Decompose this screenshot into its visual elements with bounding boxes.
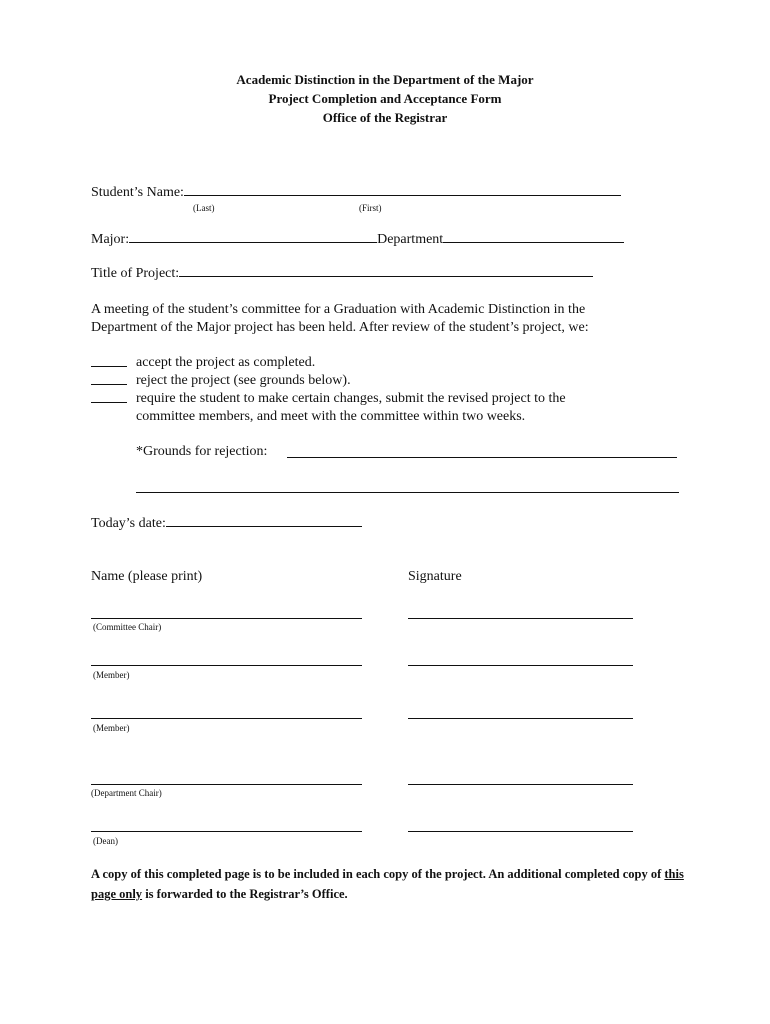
project-title-row xyxy=(91,264,593,283)
form-office: Office of the Registrar xyxy=(322,110,448,125)
option-accept xyxy=(91,354,315,372)
signature-column-header: Signature xyxy=(408,569,462,584)
option-revise-blank[interactable] xyxy=(91,390,127,403)
option-accept-blank[interactable] xyxy=(91,354,127,367)
major-field[interactable] xyxy=(129,230,377,243)
form-subtitle: Project Completion and Acceptance Form xyxy=(268,91,502,106)
option-accept-text: accept the project as completed. xyxy=(136,355,316,370)
option-reject-text: reject the project (see grounds below). xyxy=(136,373,351,388)
department-label: Department xyxy=(377,232,444,247)
project-title-field[interactable] xyxy=(179,264,593,277)
option-revise-text: require the student to make certain changes, submit the revised project to the xyxy=(136,391,566,406)
department-chair-signature-line[interactable] xyxy=(408,784,633,785)
date-label: Today’s date: xyxy=(91,516,166,531)
department-field[interactable] xyxy=(443,230,624,243)
grounds-field-line-2[interactable] xyxy=(136,492,679,493)
grounds-label: *Grounds for rejection: xyxy=(136,444,268,459)
committee-chair-caption: (Committee Chair) xyxy=(93,622,162,632)
dean-signature-line[interactable] xyxy=(408,831,633,832)
member-1-signature-line[interactable] xyxy=(408,665,633,666)
footer-note-part-1: A copy of this completed page is to be included in each copy of the project. An additional completed copy of xyxy=(91,867,665,881)
member-2-signature-line[interactable] xyxy=(408,718,633,719)
option-revise xyxy=(91,390,566,408)
project-title-label: Title of Project: xyxy=(91,266,180,281)
intro-line-2: Department of the Major project has been held. After review of the student’s project, we: xyxy=(91,320,589,335)
member-1-caption: (Member) xyxy=(93,670,130,680)
member-2-caption: (Member) xyxy=(93,723,130,733)
department-chair-name-line[interactable] xyxy=(91,784,362,785)
committee-chair-signature-line[interactable] xyxy=(408,618,633,619)
dean-caption: (Dean) xyxy=(93,836,118,846)
option-revise-text-2: committee members, and meet with the committee within two weeks. xyxy=(136,409,526,424)
date-field[interactable] xyxy=(166,514,362,527)
date-row xyxy=(91,514,362,533)
member-1-name-line[interactable] xyxy=(91,665,362,666)
department-chair-caption: (Department Chair) xyxy=(91,788,162,798)
option-reject xyxy=(91,372,351,390)
major-label: Major: xyxy=(91,232,130,247)
member-2-name-line[interactable] xyxy=(91,718,362,719)
form-title: Academic Distinction in the Department of the Major xyxy=(236,72,534,87)
footer-note xyxy=(91,864,691,904)
dean-name-line[interactable] xyxy=(91,831,362,832)
student-name-label: Student’s Name: xyxy=(91,185,184,200)
intro-line-1: A meeting of the student’s committee for a Graduation with Academic Distinction in the xyxy=(91,302,586,317)
last-name-caption: (Last) xyxy=(193,203,215,213)
footer-note-part-2: is forwarded to the Registrar’s Office. xyxy=(142,887,348,901)
student-name-field[interactable] xyxy=(184,183,621,196)
major-row xyxy=(91,230,624,249)
student-name-row xyxy=(91,183,621,202)
grounds-field-line-1[interactable] xyxy=(287,457,677,458)
footer-note-underlined: this page only xyxy=(91,867,684,901)
name-column-header: Name (please print) xyxy=(91,569,203,584)
option-reject-blank[interactable] xyxy=(91,372,127,385)
first-name-caption: (First) xyxy=(359,203,382,213)
committee-chair-name-line[interactable] xyxy=(91,618,362,619)
